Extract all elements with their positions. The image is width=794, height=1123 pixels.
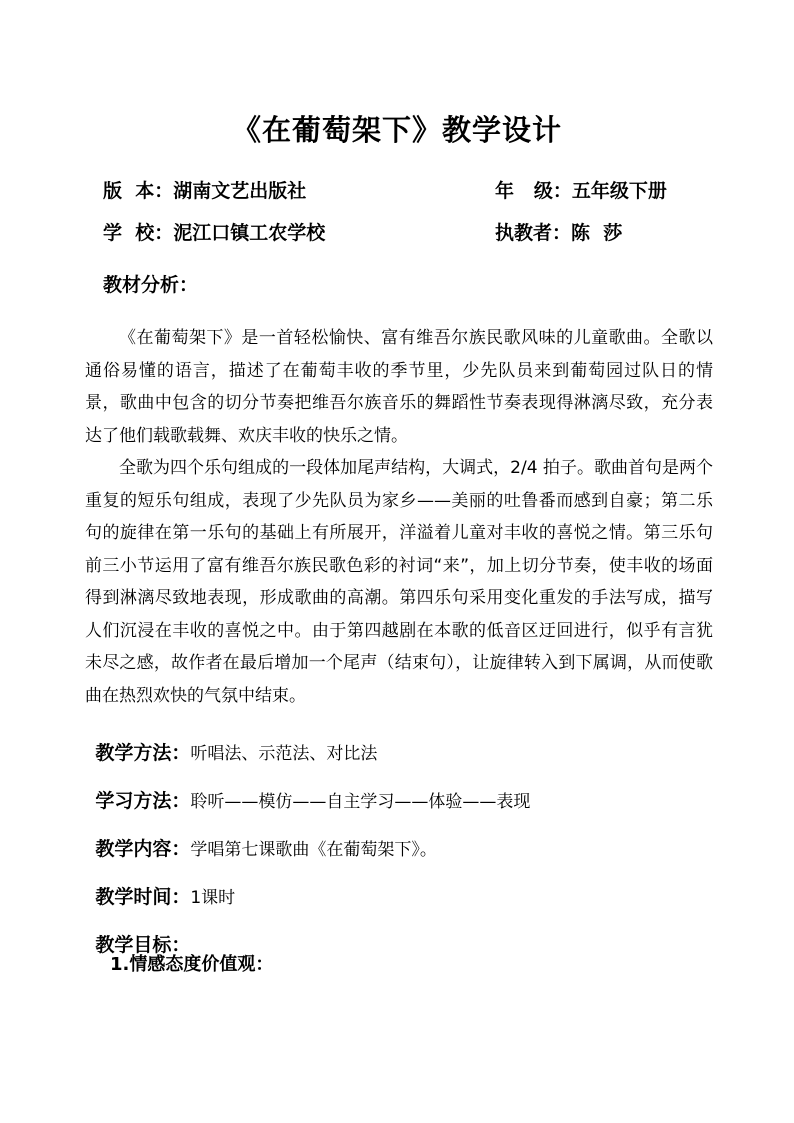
meta-row — [0, 178, 794, 220]
field-label: 学习方法： — [95, 790, 191, 812]
meta-field-school: 学 校：泥江口镇工农学校 — [103, 222, 326, 244]
body-paragraph: 《在葡萄架下》是一首轻松愉快、富有维吾尔族民歌风味的儿童歌曲。全歌以通俗易懂的语言，描述了在葡萄丰收的季节里，少先队员来到葡萄园过队日的情景，歌曲中包含的切分节奏把维吾尔族音乐的舞蹈性节奏表现得淋漓尽致，充分表达了他们载歌载舞、欢庆丰收的快乐之情。 — [85, 328, 713, 446]
meta-row — [0, 220, 794, 262]
meta-field-grade: 年 级：五年级下册 — [495, 180, 667, 202]
goal-item-1: 1.情感态度价值观： — [110, 954, 274, 975]
body-paragraph: 全歌为四个乐句组成的一段体加尾声结构，大调式，2/4 拍子。歌曲首句是两个重复的短乐句组成，表现了少先队员为家乡——美丽的吐鲁番而感到自豪；第二乐句的旋律在第一乐句的基础上有所展开，洋溢着儿童对丰收的喜悦之情。第三乐句前三小节运用了富有维吾尔族民歌色彩的衬词“来”，加上切分节奏，使丰收的场面得到淋漓尽致地表现，形成歌曲的高潮。第四乐句采用变化重发的手法写成，描写人们沉浸在丰收的喜悦之中。由于第四越剧在本歌的低音区迂回进行，似乎有言犹未尽之感，故作者在最后增加一个尾声（结束句），让旋律转入到下属调，从而使歌曲在热烈欢快的气氛中结束。 — [85, 458, 713, 706]
document-meta-block — [0, 178, 794, 262]
meta-field-teacher: 执教者：陈 莎 — [495, 222, 623, 244]
field-label: 教学目标： — [95, 934, 191, 956]
field-value: 听唱法、示范法、对比法 — [190, 744, 378, 764]
field-label: 教学时间： — [95, 886, 191, 908]
field-value: 学唱第七课歌曲《在葡萄架下》。 — [190, 840, 437, 860]
field-label: 教学方法： — [95, 742, 191, 764]
meta-field-edition: 版 本：湖南文艺出版社 — [103, 180, 307, 202]
section-heading-material-analysis: 教材分析： — [103, 274, 199, 296]
material-analysis-body — [85, 322, 713, 712]
field-value: 聆听——模仿——自主学习——体验——表现 — [190, 792, 531, 812]
page-title: 《在葡萄架下》教学设计 — [231, 113, 562, 147]
field-label: 教学内容： — [95, 838, 191, 860]
field-value: 1课时 — [190, 888, 236, 908]
